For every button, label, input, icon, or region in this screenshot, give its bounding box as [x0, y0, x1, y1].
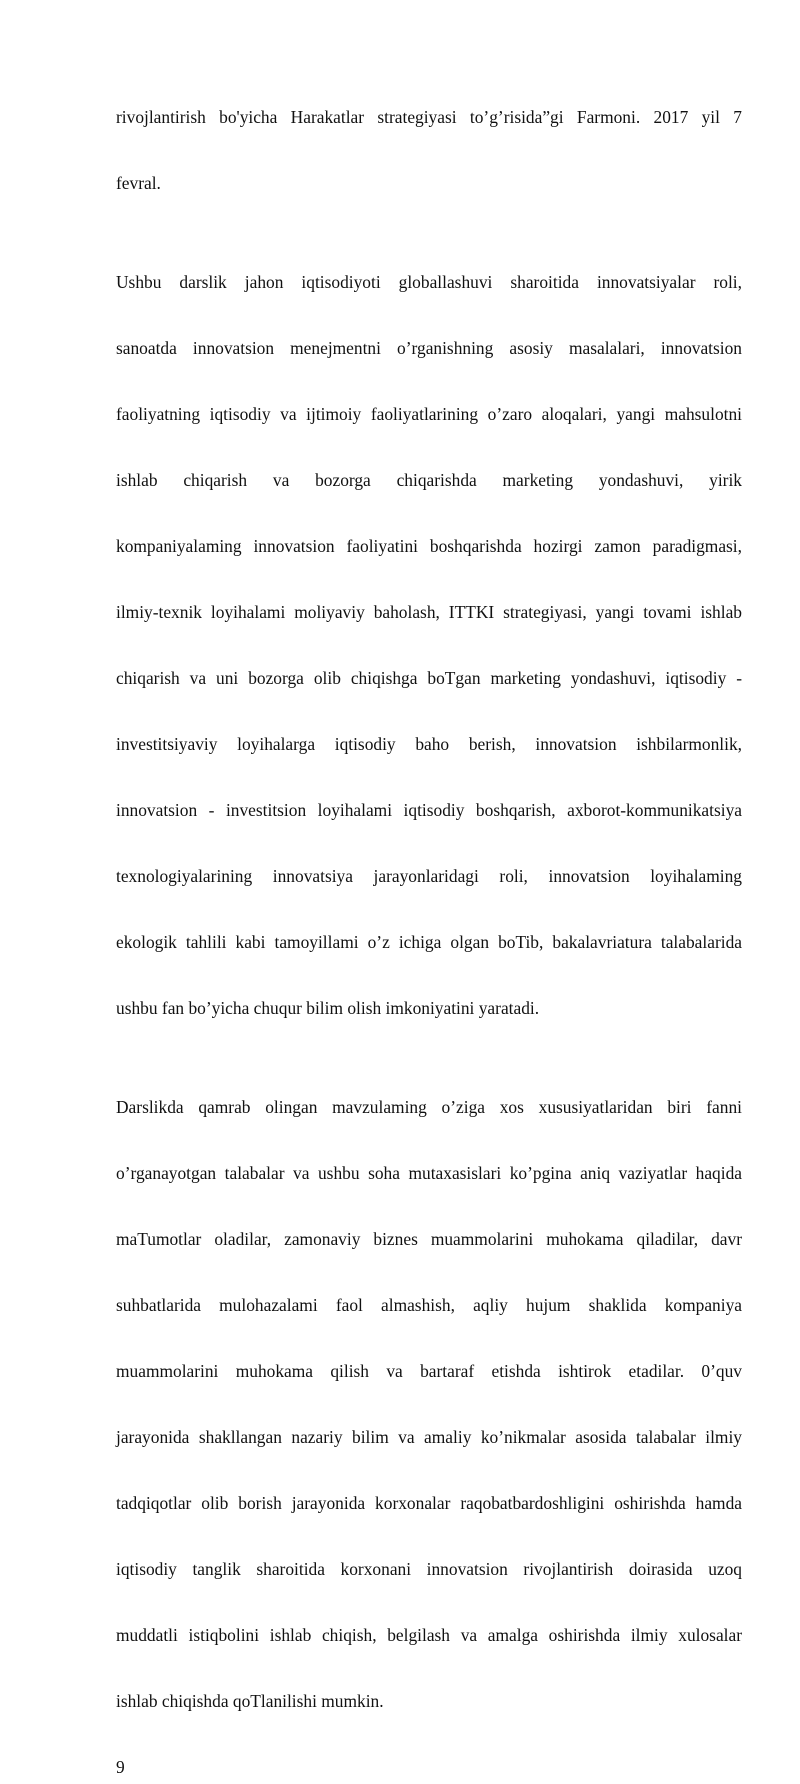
text-line: Ushbu darslik jahon iqtisodiyoti globallashuvi sharoitida innovatsiyalar roli,	[116, 272, 742, 292]
text-line: investitsiyaviy loyihalarga iqtisodiy baho berish, innovatsion ishbilarmonlik,	[116, 734, 742, 754]
document-page	[116, 68, 742, 1784]
text-line: jarayonida shakllangan nazariy bilim va amaliy ko’nikmalar asosida talabalar ilmiy	[116, 1427, 742, 1447]
text-line: sanoatda innovatsion menejmentni o’rganishning asosiy masalalari, innovatsion	[116, 338, 742, 358]
paragraph-intro-continuation	[116, 68, 742, 233]
text-line: texnologiyalarining innovatsiya jarayonlaridagi roli, innovatsion loyihalaming	[116, 866, 742, 886]
text-line: faoliyatning iqtisodiy va ijtimoiy faoliyatlarining o’zaro aloqalari, yangi mahsulotni	[116, 404, 742, 424]
text-line: fevral.	[116, 173, 161, 193]
paragraph-textbook-overview	[116, 233, 742, 1058]
text-line: Darslikda qamrab olingan mavzulaming o’ziga xos xususiyatlaridan biri fanni	[116, 1097, 742, 1117]
text-line: muddatli istiqbolini ishlab chiqish, belgilash va amalga oshirishda ilmiy xulosalar	[116, 1625, 742, 1645]
text-line: tadqiqotlar olib borish jarayonida korxonalar raqobatbardoshligini oshirishda hamda	[116, 1493, 742, 1513]
paragraph-textbook-features	[116, 1058, 742, 1751]
text-line: o’rganayotgan talabalar va ushbu soha mutaxasislari ko’pgina aniq vaziyatlar haqida	[116, 1163, 742, 1183]
text-line: muammolarini muhokama qilish va bartaraf etishda ishtirok etadilar. 0’quv	[116, 1361, 742, 1381]
text-line: iqtisodiy tanglik sharoitida korxonani innovatsion rivojlantirish doirasida uzoq	[116, 1559, 742, 1579]
text-line: chiqarish va uni bozorga olib chiqishga boTgan marketing yondashuvi, iqtisodiy -	[116, 668, 742, 688]
page-number: 9	[116, 1757, 125, 1777]
text-line: ekologik tahlili kabi tamoyillami o’z ichiga olgan boTib, bakalavriatura talabalarida	[116, 932, 742, 952]
text-line: ushbu fan bo’yicha chuqur bilim olish imkoniyatini yaratadi.	[116, 998, 540, 1018]
text-line: ishlab chiqarish va bozorga chiqarishda marketing yondashuvi, yirik	[116, 470, 742, 490]
text-line: ilmiy-texnik loyihalami moliyaviy baholash, ITTKI strategiyasi, yangi tovami ishlab	[116, 602, 742, 622]
text-line: innovatsion - investitsion loyihalami iqtisodiy boshqarish, axborot-kommunikatsiya	[116, 800, 742, 820]
text-line: ishlab chiqishda qoTlanilishi mumkin.	[116, 1691, 384, 1711]
text-line: kompaniyalaming innovatsion faoliyatini boshqarishda hozirgi zamon paradigmasi,	[116, 536, 742, 556]
text-line: rivojlantirish bo'yicha Harakatlar strategiyasi to’g’risida”gi Farmoni. 2017 yil 7	[116, 107, 742, 127]
text-line: suhbatlarida mulohazalami faol almashish, aqliy hujum shaklida kompaniya	[116, 1295, 742, 1315]
text-line: maTumotlar oladilar, zamonaviy biznes muammolarini muhokama qiladilar, davr	[116, 1229, 742, 1249]
